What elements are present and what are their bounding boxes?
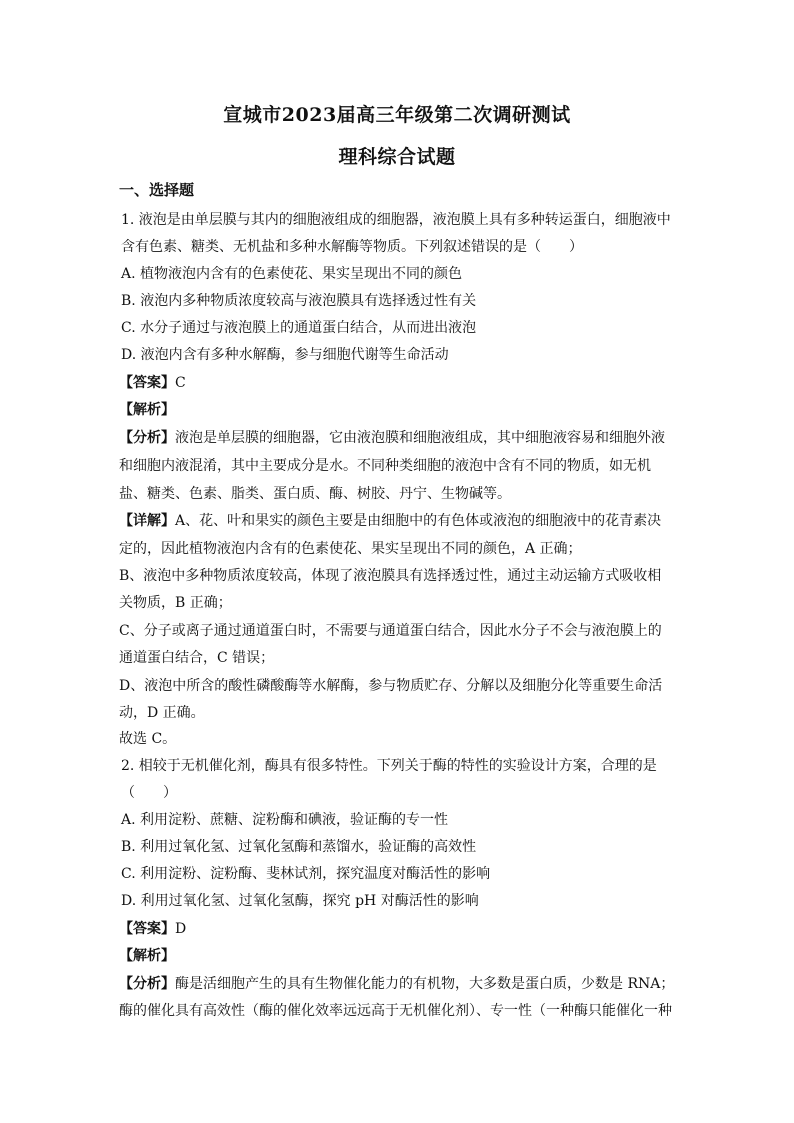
q1-xiangjie-line-6: 通道蛋白结合，C 错误； — [119, 650, 275, 666]
q2-option-b: B. 利用过氧化氢、过氧化氢酶和蒸馏水，验证酶的高效性 — [121, 839, 477, 855]
q2-option-d: D. 利用过氧化氢、过氧化氢酶，探究 pH 对酶活性的影响 — [121, 893, 479, 909]
fenxi-text: 酶是活细胞产生的具有生物催化能力的有机物，大多数是蛋白质，少数是 RNA； — [175, 976, 675, 992]
q1-analysis-tag: 【解析】 — [119, 402, 175, 418]
q1-option-c: C. 水分子通过与液泡膜上的通道蛋白结合，从而进出液泡 — [121, 320, 477, 336]
q1-xiangjie-line-3: B、液泡中多种物质浓度较高，体现了液泡膜具有选择透过性，通过主动运输方式吸收相 — [119, 568, 662, 584]
q1-option-b: B. 液泡内多种物质浓度较高与液泡膜具有选择透过性有关 — [121, 293, 477, 309]
answer-value: C — [175, 375, 186, 391]
answer-tag: 【答案】 — [119, 375, 175, 391]
q1-fenxi-line-1 — [119, 428, 679, 448]
q1-xiangjie-line-2: 定的，因此植物液泡内含有的色素使花、果实呈现出不同的颜色，A 正确； — [119, 541, 582, 557]
q1-xiangjie-line-7: D、液泡中所含的酸性磷酸酶等水解酶，参与物质贮存、分解以及细胞分化等重要生命活 — [119, 678, 663, 694]
fenxi-tag: 【分析】 — [119, 430, 175, 446]
section-heading: 一、选择题 — [119, 181, 195, 199]
xiangjie-tag: 【详解】 — [119, 513, 175, 529]
fenxi-text: 液泡是单层膜的细胞器，它由液泡膜和细胞液组成，其中细胞液容易和细胞外液 — [175, 430, 665, 446]
q2-option-c: C. 利用淀粉、淀粉酶、斐林试剂，探究温度对酶活性的影响 — [121, 866, 491, 882]
xiangjie-text: A、花、叶和果实的颜色主要是由细胞中的有色体或液泡的细胞液中的花青素决 — [175, 513, 662, 529]
q1-stem-line-2: 含有色素、糖类、无机盐和多种水解酶等物质。下列叙述错误的是（ ） — [121, 239, 583, 255]
q2-analysis-tag: 【解析】 — [119, 948, 175, 964]
q1-option-a: A. 植物液泡内含有的色素使花、果实呈现出不同的颜色 — [121, 266, 463, 282]
q1-xiangjie-line-4: 关物质，B 正确； — [119, 595, 232, 611]
q2-stem-line-2: （ ） — [121, 785, 177, 801]
document-title: 宣城市2023届高三年级第二次调研测试 — [223, 104, 571, 126]
q2-stem-line-1: 2. 相较于无机催化剂，酶具有很多特性。下列关于酶的特性的实验设计方案，合理的是 — [121, 758, 657, 774]
q1-fenxi-line-3: 盐、糖类、色素、脂类、蛋白质、酶、树胶、丹宁、生物碱等。 — [119, 486, 511, 502]
q2-option-a: A. 利用淀粉、蔗糖、淀粉酶和碘液，验证酶的专一性 — [121, 812, 449, 828]
document-subtitle: 理科综合试题 — [338, 146, 456, 168]
q1-option-d: D. 液泡内含有多种水解酶，参与细胞代谢等生命活动 — [121, 347, 449, 363]
q1-xiangjie-line-8: 动，D 正确。 — [119, 705, 205, 721]
q1-xiangjie-line-1 — [119, 511, 679, 531]
q1-answer — [119, 373, 679, 393]
answer-tag: 【答案】 — [119, 921, 175, 937]
q2-answer — [119, 919, 679, 939]
fenxi-tag: 【分析】 — [119, 976, 175, 992]
q1-stem-line-1: 1. 液泡是由单层膜与其内的细胞液组成的细胞器，液泡膜上具有多种转运蛋白，细胞液中 — [121, 212, 671, 228]
q1-xiangjie-line-5: C、分子或离子通过通道蛋白时，不需要与通道蛋白结合，因此水分子不会与液泡膜上的 — [119, 623, 662, 639]
q2-fenxi-line-1 — [119, 974, 679, 994]
q1-conclusion: 故选 C。 — [119, 731, 177, 747]
answer-value: D — [175, 921, 187, 937]
q1-fenxi-line-2: 和细胞内液混淆，其中主要成分是水。不同种类细胞的液泡中含有不同的物质，如无机 — [119, 458, 651, 474]
q2-fenxi-line-2: 酶的催化具有高效性（酶的催化效率远远高于无机催化剂）、专一性（一种酶只能催化一种 — [119, 1003, 672, 1019]
